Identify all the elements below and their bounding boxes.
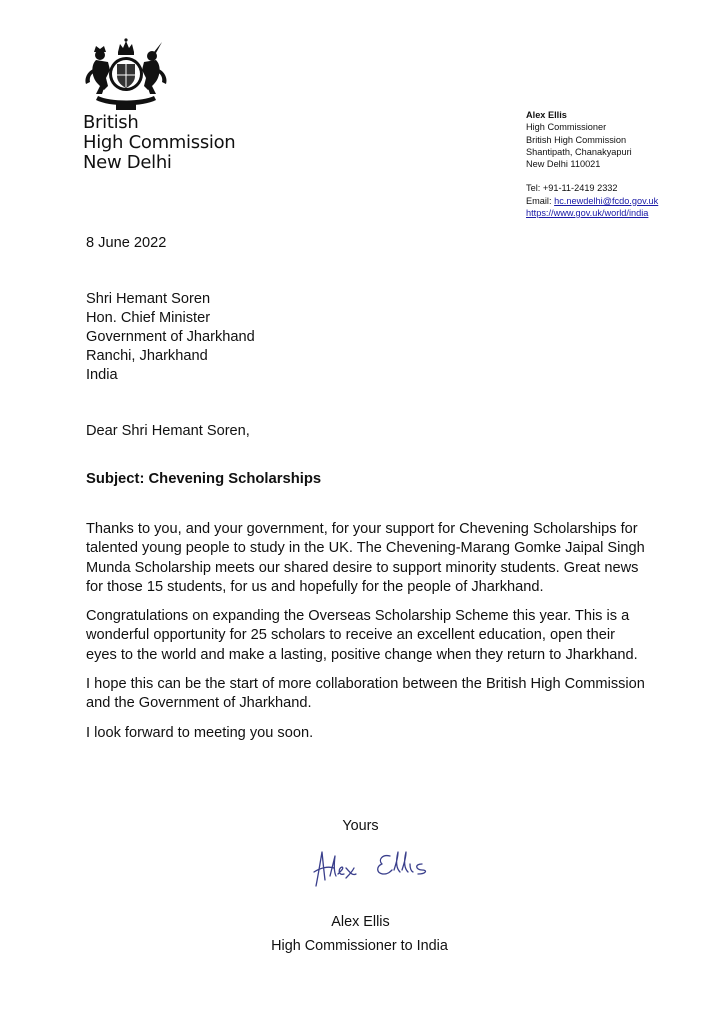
recipient-line: Shri Hemant Soren [86,291,211,307]
closing: Yours [342,818,379,834]
body-paragraph: Congratulations on expanding the Overseas Scholarship Scheme this year. This is a wonderful opportunity for 25 scholars to receive an excellent education, open their eyes to the world and make a lasting, positive change when they return to Jharkhand. [86,608,638,663]
royal-coat-of-arms-icon [80,38,172,112]
email-link[interactable]: hc.newdelhi@fcdo.gov.uk [554,195,659,206]
sender-telephone [526,182,658,194]
handwritten-signature [310,846,450,888]
recipient-line: India [86,367,118,383]
letter-body [86,520,646,753]
body-paragraph: Thanks to you, and your government, for your support for Chevening Scholarships for talented young people to study in the UK. The Chevening-Marang Gomke Jaipal Singh Munda Scholarship meets our shared desire to support minority students. Great news for those 15 students, for us and hopefully for the people of Jharkhand. [86,521,645,595]
email-label: Email: [526,195,552,206]
sender-name: Alex Ellis [526,110,567,120]
recipient-line: Hon. Chief Minister [86,310,211,326]
org-line-1: British [83,112,139,133]
tel-number: +91-11-2419 2332 [542,183,618,194]
sender-title: High Commissioner [526,122,607,133]
org-line-3: New Delhi [83,152,172,173]
salutation: Dear Shri Hemant Soren, [86,423,250,439]
subject-line: Subject: Chevening Scholarships [86,471,322,487]
tel-label: Tel: [526,183,541,194]
body-paragraph: I hope this can be the start of more collaboration between the British High Commission and the Government of Jharkhand. [86,676,645,712]
website-link[interactable]: https://www.gov.uk/world/india [526,208,649,219]
org-line-2: High Commission [83,132,236,153]
organization-name [83,113,235,173]
recipient-line: Government of Jharkhand [86,329,255,345]
sender-office: British High Commission [526,134,627,145]
sender-email [526,195,658,207]
signer-name: Alex Ellis [331,914,390,930]
body-paragraph: I look forward to meeting you soon. [86,724,314,741]
sender-street: Shantipath, Chanakyapuri [526,146,632,157]
recipient-address [86,290,255,385]
signer-title: High Commissioner to India [271,938,448,954]
letter-date: 8 June 2022 [86,235,167,251]
sender-city: New Delhi 110021 [526,159,601,170]
recipient-line: Ranchi, Jharkhand [86,348,208,364]
sender-address-block [526,109,658,219]
